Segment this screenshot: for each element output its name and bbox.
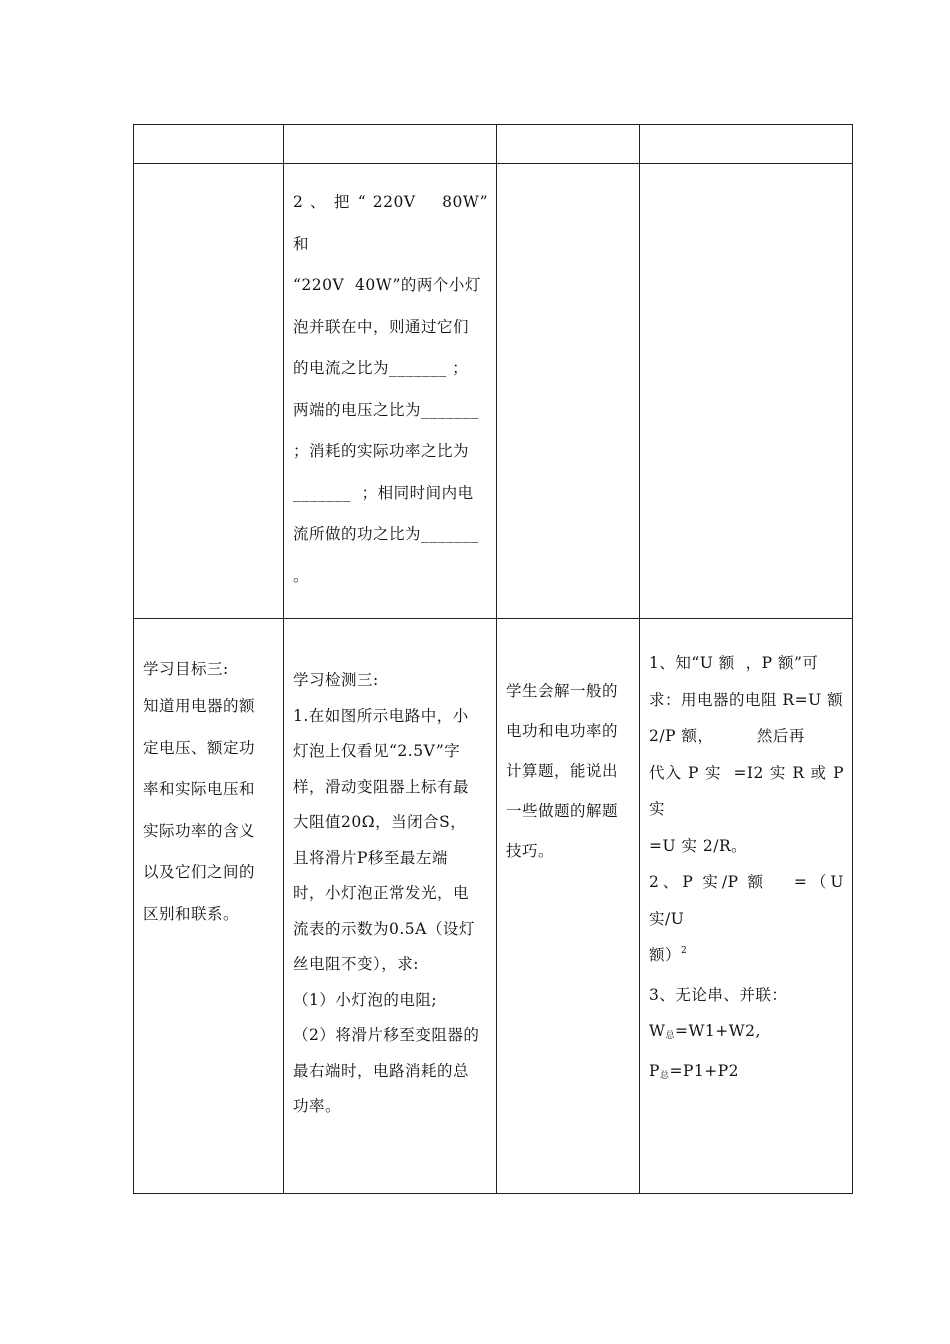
- skills-line: 计算题，能说出: [506, 762, 619, 780]
- table-cell: [497, 125, 640, 164]
- learning-check-line: 样，滑动变阻器上标有最: [293, 777, 470, 796]
- formula-line: 2、P 实/P 额 =（U 实/U: [649, 873, 850, 928]
- lesson-plan-table: [133, 124, 853, 1194]
- learning-check-line: （1）小灯泡的电阻;: [293, 990, 438, 1009]
- learning-goal-line: 以及它们之间的: [143, 863, 256, 881]
- question-2-line: ；消耗的实际功率之比为: [293, 442, 470, 460]
- learning-check-line: 1.在如图所示电路中，小: [293, 706, 469, 725]
- skills-line: 技巧。: [506, 842, 555, 860]
- learning-goal-heading: 学习目标三:: [143, 660, 229, 678]
- table-cell: [284, 125, 497, 164]
- formula-line: 代入 P 实 =I2 实 R 或 P 实: [649, 763, 850, 818]
- learning-check-line: 功率。: [293, 1097, 342, 1115]
- formula-subscript: 总: [659, 1070, 670, 1081]
- skills-line: 学生会解一般的: [506, 682, 619, 700]
- formula-symbol: P: [649, 1061, 660, 1080]
- question-2-line: 两端的电压之比为_______: [293, 400, 479, 419]
- formula-cell: [640, 619, 853, 1194]
- learning-check-heading: 学习检测三:: [293, 671, 379, 689]
- question-2-line: _______ ；相同时间内电: [293, 483, 474, 502]
- learning-check-line: 流表的示数为0.5A（设灯: [293, 919, 475, 938]
- question-2-cell: [284, 164, 497, 619]
- formula-line: =U 实 2/R。: [649, 836, 748, 855]
- formula-line: 3、无论串、并联：: [649, 985, 788, 1004]
- question-2-line: 2 、 把 “ 220V 80W” 和: [293, 193, 494, 253]
- learning-check-line: 丝电阻不变），求:: [293, 955, 419, 973]
- learning-check-line: 大阻值20Ω，当闭合S，: [293, 813, 467, 831]
- formula-line: 求：用电器的电阻 R=U 额: [649, 690, 844, 709]
- learning-check-3-cell: [284, 619, 497, 1194]
- question-2-line: 。: [293, 566, 310, 585]
- learning-check-line: 灯泡上仅看见“2.5V”字: [293, 742, 461, 760]
- formula-text: =W1+W2,: [674, 1022, 761, 1040]
- table-cell: [640, 164, 853, 619]
- formula-symbol: W: [649, 1022, 666, 1040]
- learning-check-line: 时，小灯泡正常发光，电: [293, 884, 470, 902]
- learning-goal-line: 实际功率的含义: [143, 821, 256, 840]
- formula-line: 2/P 额， 然后再: [649, 727, 805, 745]
- learning-goal-line: 率和实际电压和: [143, 780, 256, 798]
- learning-goal-3-cell: [134, 619, 284, 1194]
- formula-subscript: 总: [665, 1031, 675, 1041]
- question-2-line: 的电流之比为_______ ；: [293, 359, 469, 377]
- table-cell: [134, 125, 284, 164]
- question-2-line: “220V 40W”的两个小灯: [293, 276, 481, 294]
- table-cell: [640, 125, 853, 164]
- formula-line: [649, 937, 844, 977]
- table-row-question-2: [134, 164, 853, 619]
- learning-check-line: （2）将滑片移至变阻器的: [293, 1026, 480, 1044]
- formula-text: =P1+P2: [669, 1061, 740, 1080]
- question-2-line: 泡并联在中，则通过它们: [293, 317, 470, 336]
- learning-check-line: 且将滑片P移至最左端: [293, 848, 448, 867]
- question-2-line: 流所做的功之比为_______: [293, 525, 479, 543]
- skills-line: 电功和电功率的: [506, 722, 619, 740]
- formula-line: [649, 1013, 844, 1053]
- learning-goal-line: 知道用电器的额: [143, 697, 256, 715]
- formula-line: [649, 1053, 844, 1093]
- table-cell: [134, 164, 284, 619]
- skills-cell: [497, 619, 640, 1194]
- formula-superscript: 2: [681, 946, 688, 956]
- learning-goal-line: 区别和联系。: [143, 904, 240, 923]
- formula-line: 1、知“U 额 ，P 额”可: [649, 654, 819, 672]
- table-cell: [497, 164, 640, 619]
- learning-goal-line: 定电压、额定功: [143, 738, 256, 757]
- table-row-goal-3: [134, 619, 853, 1194]
- table-row-empty: [134, 125, 853, 164]
- formula-text: 额）: [649, 946, 682, 964]
- learning-check-line: 最右端时，电路消耗的总: [293, 1061, 470, 1080]
- skills-line: 一些做题的解题: [506, 802, 619, 820]
